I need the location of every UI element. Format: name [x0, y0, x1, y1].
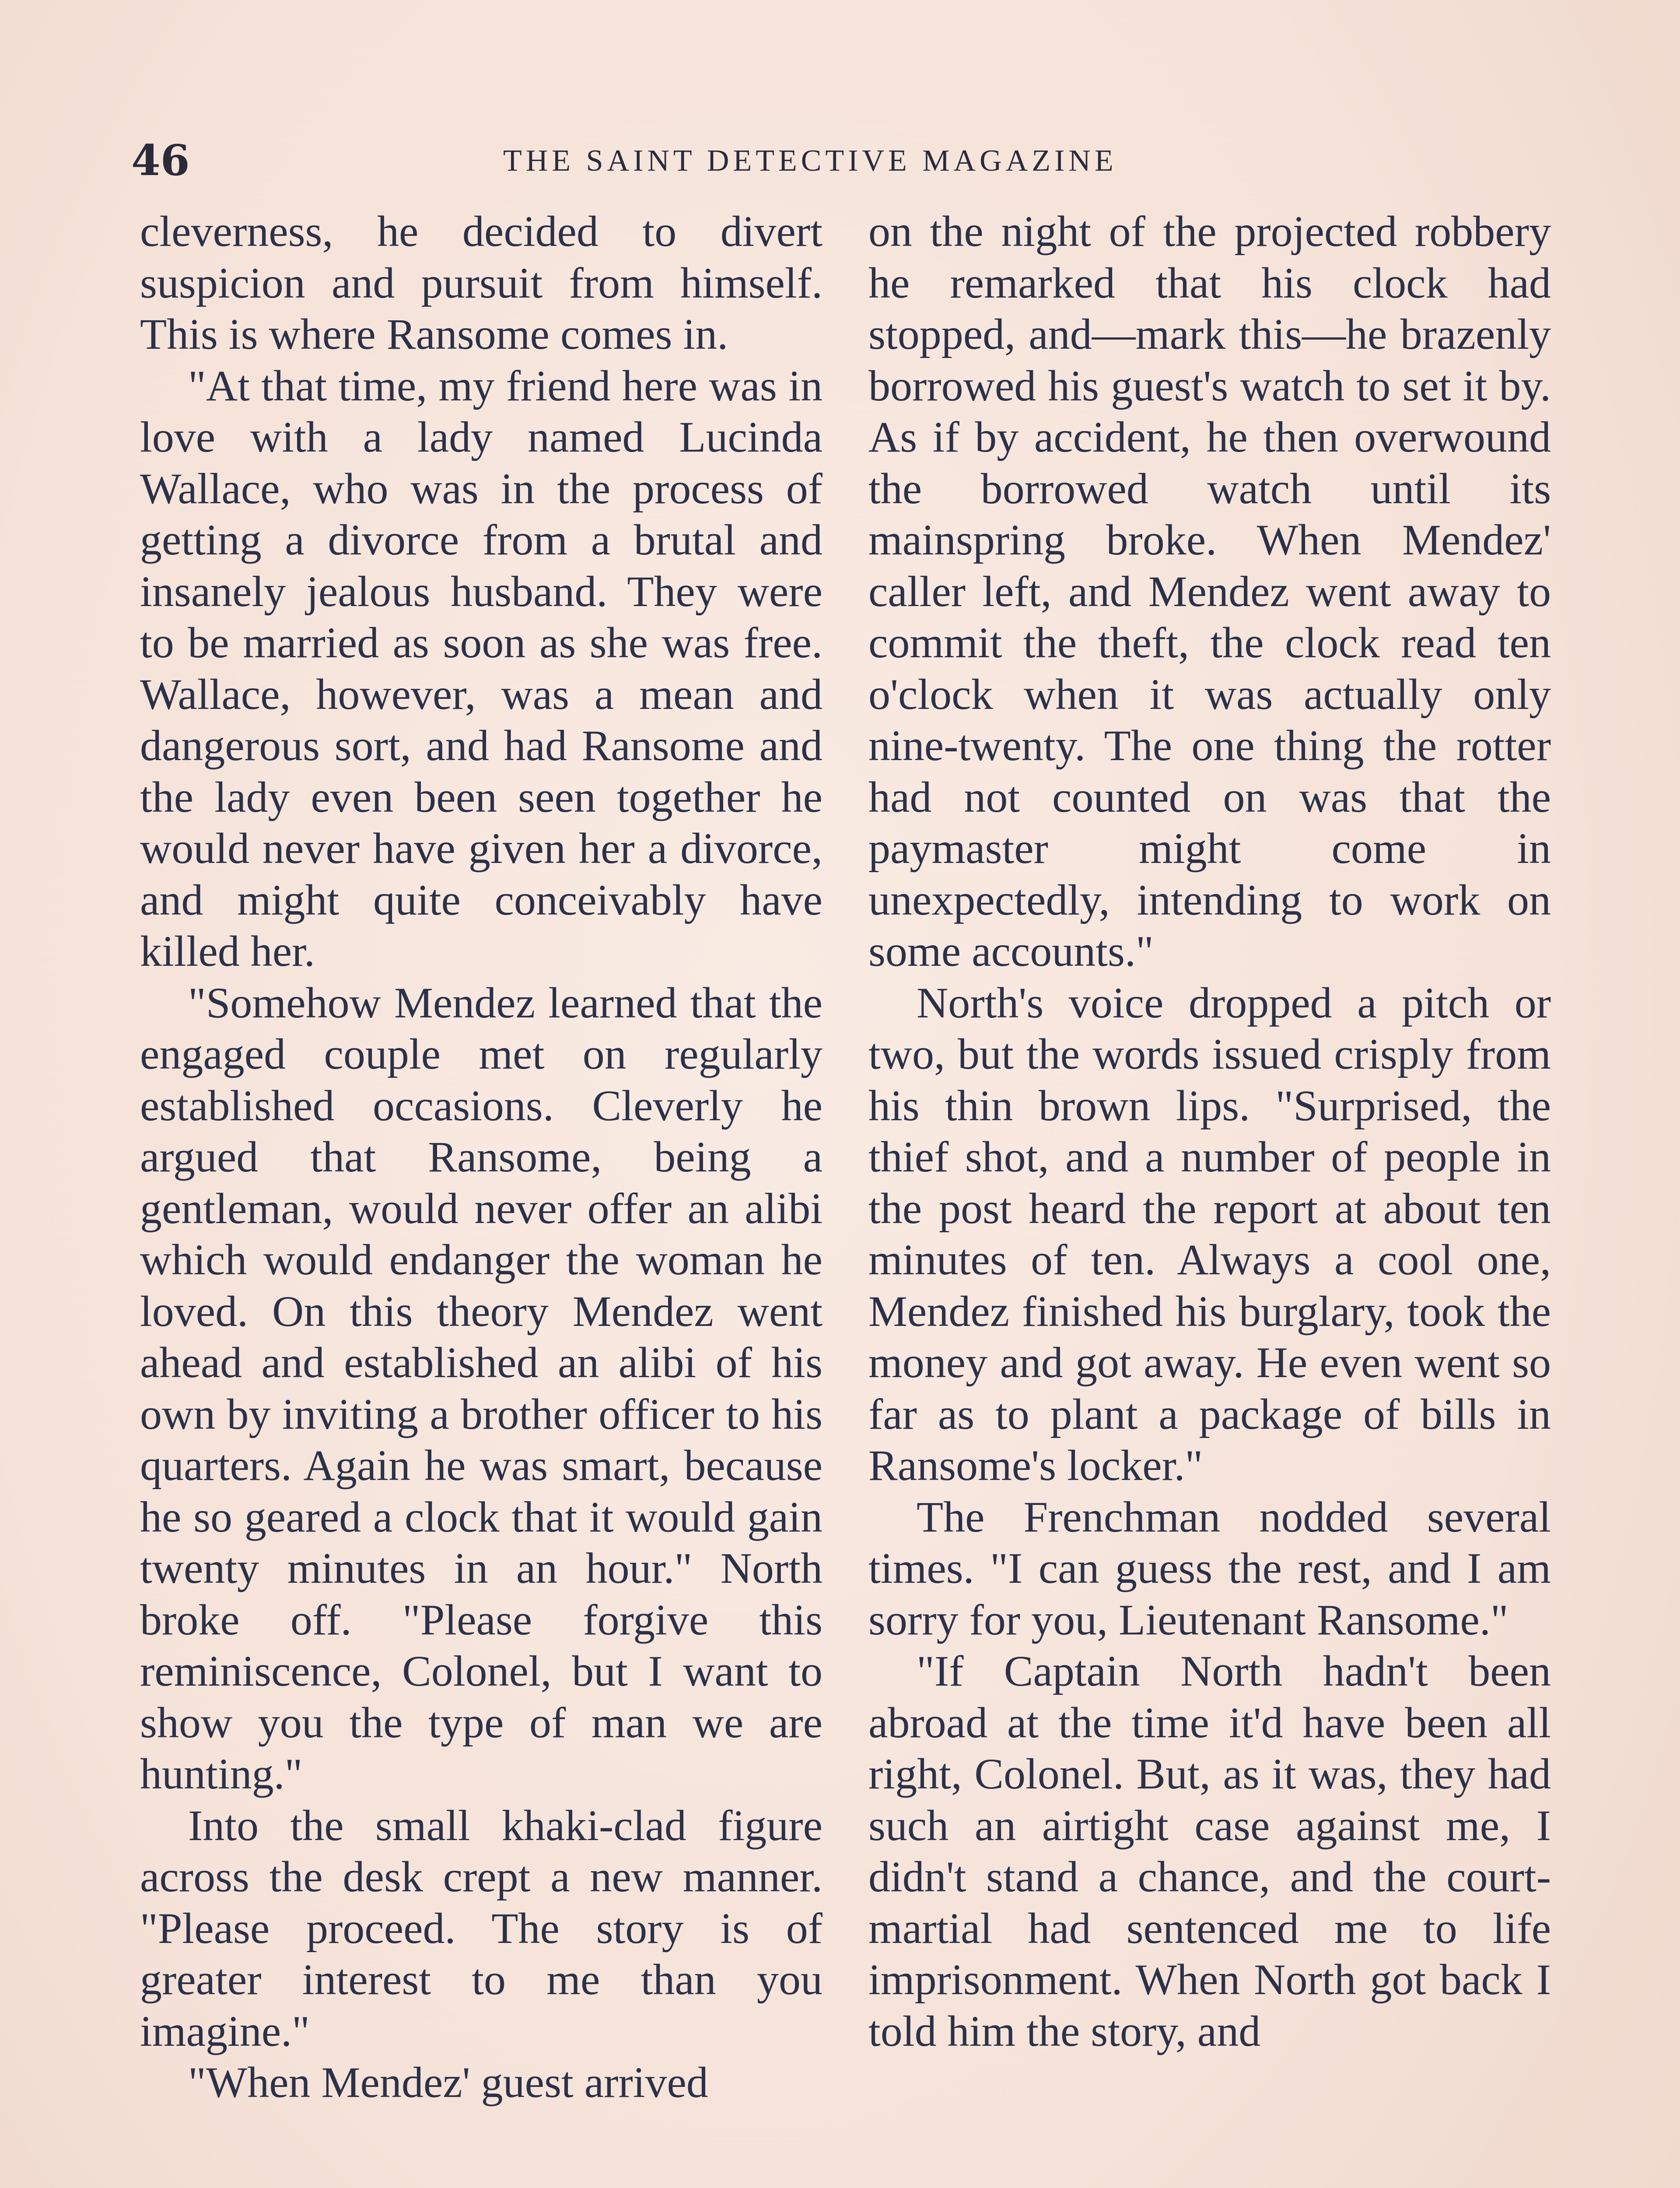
- paragraph: cleverness, he decided to divert suspicion and pursuit from himself. This is where Ransome comes in.: [140, 207, 822, 358]
- paragraph: on the night of the projected robbery he remarked that his clock had stopped, and—mark this—he brazenly borrowed his guest's watch to set it by. As if by accident, he then overwound the borrowed watch until its mainspring broke. When Mendez' caller left, and Mendez went away to commit the theft, the clock read ten o'clock when it was actually only nine-twenty. The one thing the rotter had not counted on was that the paymaster might come in unexpectedly, intending to work on some accounts.": [868, 207, 1551, 975]
- paragraph: The Frenchman nodded several times. "I can guess the rest, and I am sorry for you, Lieutenant Ransome.": [868, 1492, 1551, 1644]
- paragraph: "If Captain North hadn't been abroad at the time it'd have been all right, Colonel. But, as it was, they had such an airtight case against me, I didn't stand a chance, and the court-martial had sentenced me to life imprisonment. When North got back I told him the story, and: [868, 1647, 1551, 2055]
- paragraph: "At that time, my friend here was in love with a lady named Lucinda Wallace, who was in the process of getting a divorce from a brutal and insanely jealous husband. They were to be married as soon as she was free. Wallace, however, was a mean and dangerous sort, and had Ransome and the lady even been seen together he would never have given her a divorce, and might quite conceivably have killed her.: [140, 361, 822, 975]
- running-head: [131, 136, 1549, 184]
- paragraph: "Somehow Mendez learned that the engaged couple met on regularly established occasions. Cleverly he argued that Ransome, being a gentleman, would never offer an alibi which would endanger the woman he loved. On this theory Mendez went ahead and established an alibi of his own by inviting a brother officer to his quarters. Again he was smart, because he so geared a clock that it would gain twenty minutes in an hour." North broke off. "Please forgive this reminiscence, Colonel, but I want to show you the type of man we are hunting.": [140, 978, 822, 1798]
- magazine-title: THE SAINT DETECTIVE MAGAZINE: [503, 144, 1117, 178]
- page-number: 46: [131, 136, 190, 185]
- paragraph: "When Mendez' guest arrived: [188, 2058, 708, 2107]
- right-text-column: [868, 206, 1551, 2188]
- paragraph: Into the small khaki-clad figure across the desk crept a new manner. "Please proceed. The story is of greater interest to me than you imagine.": [140, 1801, 822, 2055]
- left-text-column: [140, 206, 822, 2188]
- paragraph: North's voice dropped a pitch or two, but the words issued crisply from his thin brown lips. "Surprised, the thief shot, and a number of people in the post heard the report at about ten minutes of ten. Always a cool one, Mendez finished his burglary, took the money and got away. He even went so far as to plant a package of bills in Ransome's locker.": [868, 978, 1551, 1490]
